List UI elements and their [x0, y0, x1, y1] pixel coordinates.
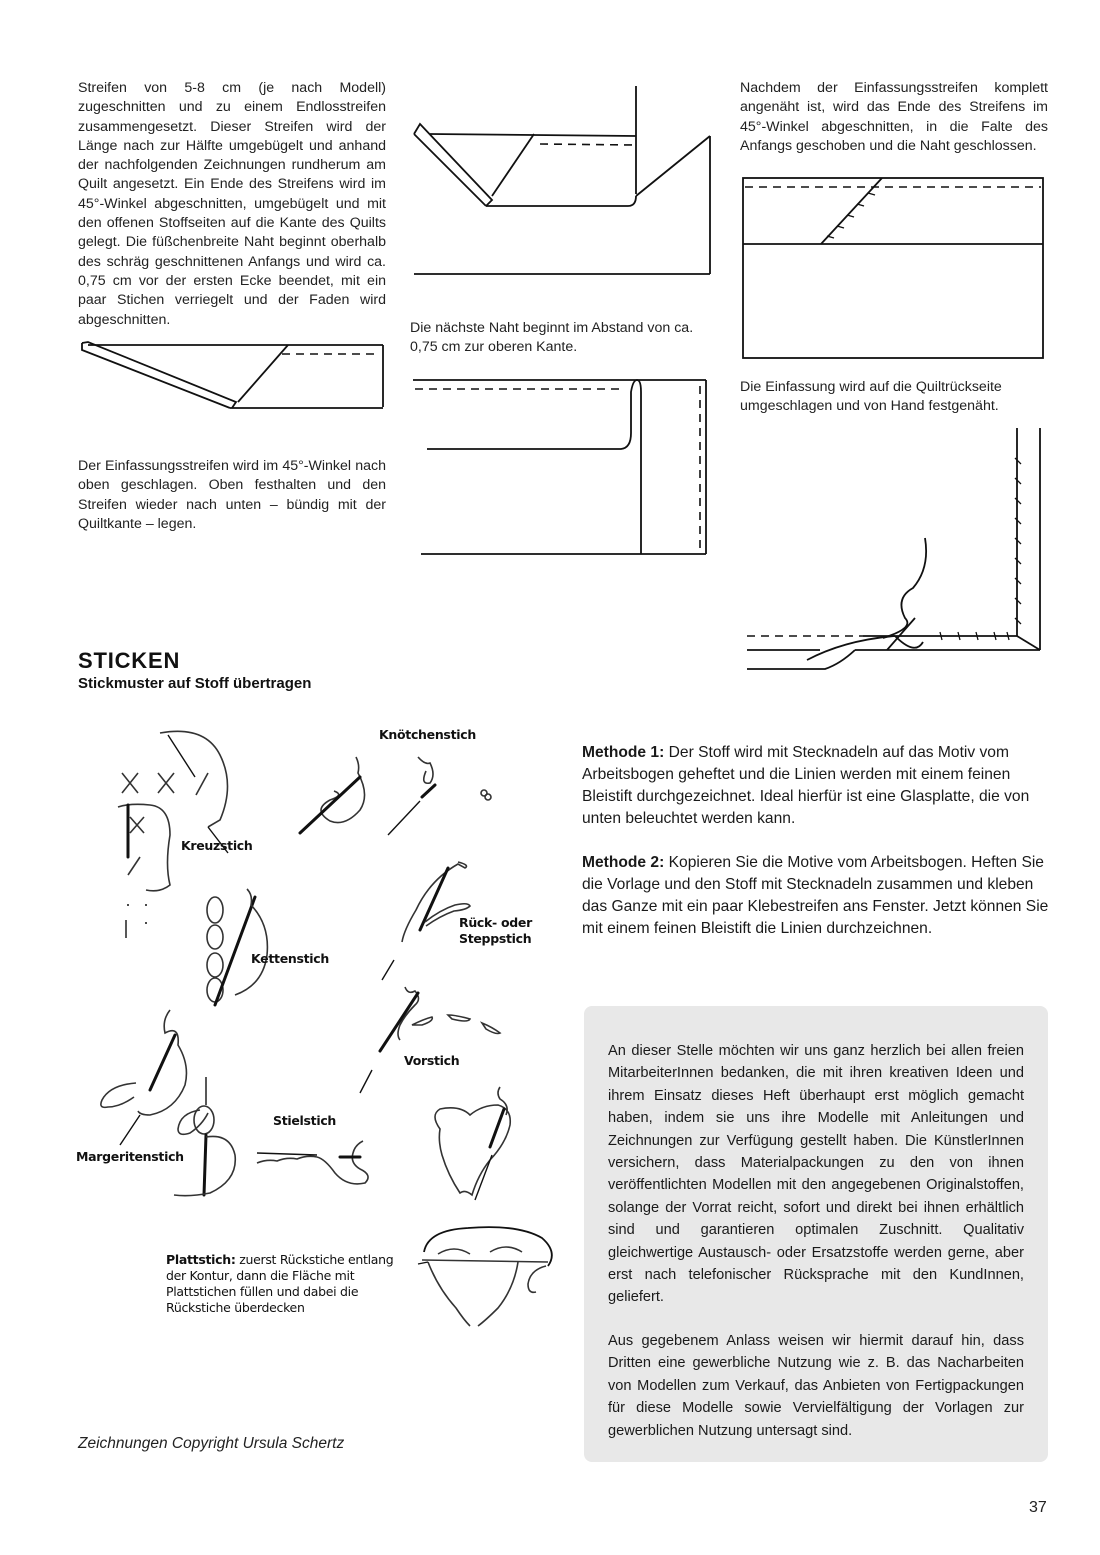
page-number: 37	[1029, 1499, 1047, 1516]
lazy-daisy-illustration	[90, 1005, 260, 1205]
next-seam-paragraph: Die nächste Naht beginnt im Abstand von ca. 0,75 cm zur oberen Kante.	[410, 320, 694, 356]
label-knot-stitch: Knötchenstich	[379, 727, 476, 742]
method-1-label: Methode 1:	[582, 744, 665, 761]
label-lazy-daisy: Margeritenstich	[76, 1149, 184, 1164]
method-1-text: Der Stoff wird mit Stecknadeln auf das Motiv vom Arbeitsbogen geheftet und die Linien werden mit einem feinen Bleistift durchgezeichnet. Ideal hierfür ist eine Glasplatte, die von unten beleuchtet werden kann.	[582, 744, 1030, 827]
section-subtitle: Stickmuster auf Stoff übertragen	[78, 675, 312, 692]
closing-paragraph: Nachdem der Einfassungsstreifen komplett angenäht ist, wird das Ende des Streifens im 45°-Winkel abgeschnitten, in die Falte des Anfangs geschoben und die Naht geschlossen.	[740, 80, 1048, 154]
label-back-stitch-line2: Steppstich	[459, 931, 532, 946]
notice-box	[584, 1006, 1048, 1462]
method-2-text: Kopieren Sie die Motive vom Arbeitsbogen. Heften Sie die Vorlage und den Stoff mit Stecknadeln zusammen und kleben das Ganze mit ein paar Klebestreifen ans Fenster. Jetzt können Sie mit einem feinen Bleistift die Linien durchzeichnen.	[582, 854, 1049, 937]
knot-stitch-illustration	[290, 755, 510, 840]
heart-illustration	[420, 1085, 530, 1215]
corner-fold-diagram	[410, 84, 710, 279]
hand-stitch-diagram	[745, 428, 1045, 683]
copyright-note: Zeichnungen Copyright Ursula Schertz	[78, 1435, 345, 1452]
label-running-stitch: Vorstich	[404, 1053, 460, 1068]
backside-paragraph: Die Einfassung wird auf die Quiltrückseite umgeschlagen und von Hand festgenäht.	[740, 379, 1002, 415]
stem-stitch-illustration	[255, 1125, 385, 1190]
intro-paragraph: Streifen von 5-8 cm (je nach Modell) zugeschnitten und zu einem Endlosstreifen zusammengesetzt. Dieser Streifen wird der Länge nach zur Hälfte umgebügelt und anhand der nachfolgenden Zeichnungen rundherum am Quilt angesetzt. Ein Ende des Streifens wird im 45°-Winkel abgeschnitten, umgebügelt und mit den offenen Stoffseiten auf die Kante des Quilts gelegt. Die füßchenbreite Naht beginnt oberhalb des schräg geschnittenen Anfangs und wird ca. 0,75 cm vor der ersten Ecke beendet, mit ein paar Stichen verriegelt und der Faden wird abgeschnitten.	[78, 80, 386, 328]
label-cross-stitch: Kreuzstich	[181, 838, 253, 853]
notice-paragraph-1: An dieser Stelle möchten wir uns ganz herzlich bei allen freien MitarbeiterInnen bedanken, die mit ihren kreativen Ideen und ihrem Einsatz dieses Heft überhaupt erst möglich gemacht haben, indem sie uns ihre Modelle mit Anleitungen und Zeichnungen zur Verfügung gestellt haben. Die KünstlerInnen versichern, dass Materialpackungen zu den von ihnen veröffentlichten Modellen mit den angegebenen Originalstoffen, solange der Vorrat reicht, sofort und direkt bei ihnen erhältlich sind und garantieren optimalen Zuschnitt. Qualitativ gleichwertige Austausch- oder Ersatzstoffe werden gerne, aber erst nach telefonischer Rücksprache mit den KundInnen, geliefert.	[608, 1043, 1024, 1306]
method-2-label: Methode 2:	[582, 854, 665, 871]
satin-stitch-note	[166, 1252, 416, 1316]
label-back-stitch-line1: Rück- oder	[459, 915, 532, 930]
label-chain-stitch: Kettenstich	[251, 951, 329, 966]
label-stem-stitch: Stielstich	[273, 1113, 337, 1128]
satin-stitch-text: zuerst Rückstiche entlang der Kontur, dann die Fläche mit Plattstichen füllen und dabei die Rückstiche überdecken	[166, 1252, 394, 1315]
fold-paragraph: Der Einfassungsstreifen wird im 45°-Winkel nach oben geschlagen. Oben festhalten und den Streifen wieder nach unten – bündig mit der Quiltkante – legen.	[78, 458, 386, 532]
seam-closed-diagram	[743, 178, 1045, 360]
next-seam-diagram	[413, 378, 708, 558]
section-title: STICKEN	[78, 648, 181, 673]
satin-stitch-label: Plattstich:	[166, 1252, 236, 1267]
method-1-paragraph	[582, 742, 1052, 830]
notice-paragraph-2: Aus gegebenem Anlass weisen wir hiermit darauf hin, dass Dritten eine gewerbliche Nutzung wie z. B. das Nacharbeiten von Modellen zum Verkauf, das Anbieten von Fertigpackungen für diese Modelle sowie Vervielfältigung der Vorlagen zur gewerblichen Nutzung untersagt sind.	[608, 1333, 1024, 1439]
method-2-paragraph	[582, 852, 1052, 940]
strip-start-diagram	[80, 340, 390, 420]
satin-stitch-illustration	[418, 1218, 558, 1328]
